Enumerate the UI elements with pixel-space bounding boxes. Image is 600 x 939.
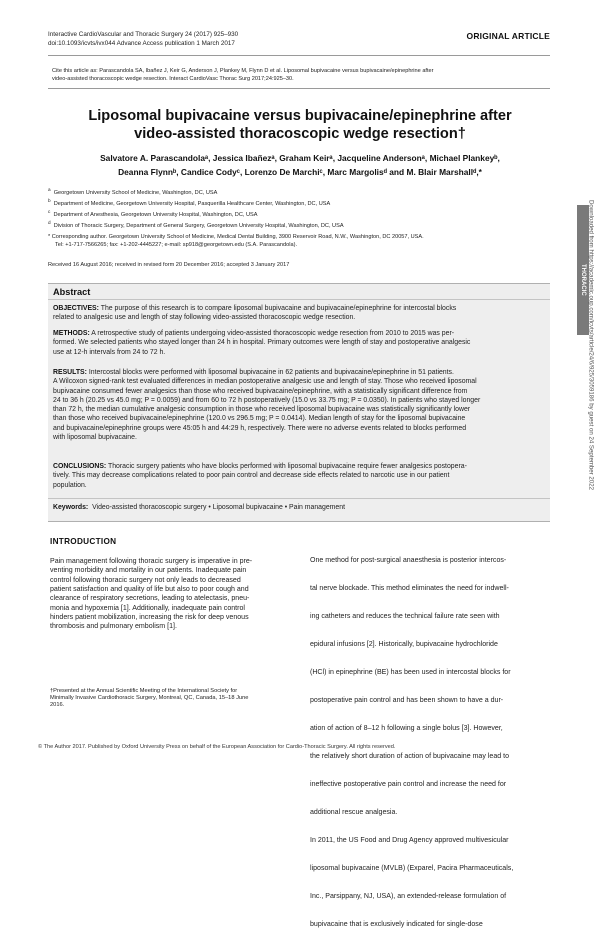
citation-line-1: Cite this article as: Parascandola SA, Ibañez J, Keir G, Anderson J, Plankey M, Flynn D et al. Liposomal bupivacaine versus bupivacaine/epinephrine after — [52, 68, 434, 74]
affiliation-c: $^c$ Department of Anesthesia, Georgetown University Hospital, Washington, DC, USA — [48, 209, 258, 219]
introduction-left-column: Pain management following thoracic surgery is imperative in pre- venting morbidity and mortality in our patients. Inadequate pain control following thoracic surgery not only leads to decreased patient satisfaction and quality of life but also to poor cough and clearance of respiratory secretions, leading to atelectasis, pneu- monia and hypoxemia [1]. Additionally, inadequate pain control hinders patient mobilization, increasing the risk for deep venous thrombosis and pulmonary embolism [1]. — [50, 558, 253, 631]
correspondence — [48, 234, 548, 249]
introduction-right-column: One method for post-surgical anaesthesia is posterior intercos- tal nerve blockade. This method eliminates the need for indwell- ing catheters and reduces the technical failure rate seen with epidural infusions [2]. Historically, bupivacaine hydrochloride (HCl) in epinephrine (BE) has been used in intercostal blocks for postoperative pain control and has been shown to have a dur- ation of action of 8–12 h following a single bolus [3]. However, the relatively short duration of action of bupivacaine may lead to ineffective postoperative pain control and increase the need for additional rescue analgesia. In 2011, the US Food and Drug Agency approved multivesicular liposomal bupivacaine (MVLB) (Exparel, Pacira Pharmaceuticals, Inc., Parsippany, NJ, USA), an extended-release formulation of bupivacaine that is exclusively indicated for single-dose — [310, 556, 514, 929]
article-type: ORIGINAL ARTICLE — [466, 31, 550, 41]
authors-line-2: Deanna Flynnᵇ, Candice Codyᶜ, Lorenzo De Marchiᶜ, Marc Margolisᵈ and M. Blair Marshallᵈ,* — [118, 166, 482, 177]
correspondence-line-2: Tel: +1-717-7566265; fax: +1-202-4445227; e-mail: sp918@georgetown.edu (S.A. Parascandola). — [55, 241, 298, 248]
abstract-rule-top — [48, 283, 550, 284]
doi-line: doi:10.1093/icvts/ivx044 Advance Access publication 1 March 2017 — [48, 40, 235, 47]
introduction-heading: INTRODUCTION — [50, 537, 117, 546]
title-line-2: video-assisted thoracoscopic wedge resection† — [134, 126, 466, 142]
abstract-heading-rule — [48, 299, 550, 300]
citation-line-2: video-assisted thoracoscopic wedge resection. Interact CardioVasc Thorac Surg 2017;24:925–30. — [52, 76, 294, 83]
abstract-conclusions: CONCLUSIONS: Thoracic surgery patients who have blocks performed with liposomal bupivacaine require fewer analgesics postopera- tively. This may decrease complications related to poor pain control and decrease side effects related to narcotic use in our patient population. — [53, 463, 467, 489]
author-list — [40, 152, 560, 179]
citation-rule — [48, 88, 550, 89]
section-tab-label: THORACIC — [580, 264, 586, 296]
affiliations — [48, 186, 548, 231]
affiliation-a: $^a$ Georgetown University School of Medicine, Washington, DC, USA — [48, 187, 218, 196]
article-title — [40, 107, 560, 143]
abstract-objectives: OBJECTIVES: The purpose of this research is to compare liposomal bupivacaine and bupivacaine/epinephrine for intercostal blocks related to analgesic use and length of stay following video-assisted thoracoscopic wedge resection. — [53, 305, 457, 322]
download-note: Downloaded from https://academic.oup.com/icvts/article/24/6/925/3059186 by guest on 24 September 2022 — [587, 200, 594, 490]
header-rule — [48, 55, 550, 56]
abstract-keywords: Keywords: Video-assisted thoracoscopic surgery • Liposomal bupivacaine • Pain management — [53, 504, 345, 511]
keywords-rule — [48, 498, 550, 499]
abstract-rule-bottom — [48, 521, 550, 522]
abstract-results: RESULTS: Intercostal blocks were performed with liposomal bupivacaine in 62 patients and bupivacaine/epinephrine in 51 patients. A Wilcoxon signed-rank test evaluated differences in median postoperative analgesic use and length of stay. Those who received liposomal bupivacaine consumed fewer analgesics than those who received bupivacaine/epinephrine, with a statistically significant difference from 24 to 36 h (20.25 vs 45.0 mg; P = 0.0059) and from 60 to 72 h postoperatively (15.0 vs 33.75 mg; P = 0.0350). In patients who stayed longer than 72 h, the median cumulative analgesic consumption in those who received liposomal bupivacaine was statistically significantly lower than those who received bupivacaine/epinephrine (120.0 vs 296.5 mg; P = 0.0414). Median length of stay for the liposomal bupivacaine and bupivacaine/epinephrine groups were 45:05 h and 44:29 h, respectively. There were no adverse events related to blocks performed with liposomal bupivacaine. — [53, 369, 481, 442]
title-line-1: Liposomal bupivacaine versus bupivacaine/epinephrine after — [88, 108, 512, 124]
affiliation-d: $^d$ Division of Thoracic Surgery, Department of General Surgery, Georgetown University Hospital, Washington, DC, USA — [48, 220, 344, 230]
abstract-methods: METHODS: A retrospective study of patients undergoing video-assisted thoracoscopic wedge resection from 2010 to 2015 was per- formed. We selected patients who stayed longer than 24 h in hospital. Primary outcomes were length of stay and postoperative analgesic use at 12-h intervals from 24 to 72 h. — [53, 330, 471, 356]
presentation-footnote: †Presented at the Annual Scientific Meeting of the International Society for Minimally Invasive Cardiothoracic Surgery, Montreal, QC, Canada, 15–18 June 2016. — [50, 688, 249, 709]
affiliation-b: $^b$ Department of Medicine, Georgetown University Hospital, Pasquerilla Healthcare Center, Washington, DC, USA — [48, 198, 331, 208]
authors-line-1: Salvatore A. Parascandolaᵃ, Jessica Ibañezᵃ, Graham Keirᵃ, Jacqueline Andersonᵃ, Michael Plankeyᵇ, — [100, 153, 500, 163]
journal-line: Interactive CardioVascular and Thoracic Surgery 24 (2017) 925–930 — [48, 31, 239, 38]
citation — [52, 67, 552, 83]
download-watermark — [586, 200, 595, 565]
abstract-heading: Abstract — [53, 287, 91, 297]
correspondence-line-1: * Corresponding author. Georgetown University School of Medicine, Medical Dental Building, 3900 Reservoir Road, N.W., Washington, DC 20057, USA. — [48, 234, 424, 240]
received-dates: Received 16 August 2016; received in revised form 20 December 2016; accepted 3 January 2017 — [48, 262, 290, 268]
copyright-footer: © The Author 2017. Published by Oxford University Press on behalf of the European Association for Cardio-Thoracic Surgery. All rights reserved. — [38, 744, 396, 750]
